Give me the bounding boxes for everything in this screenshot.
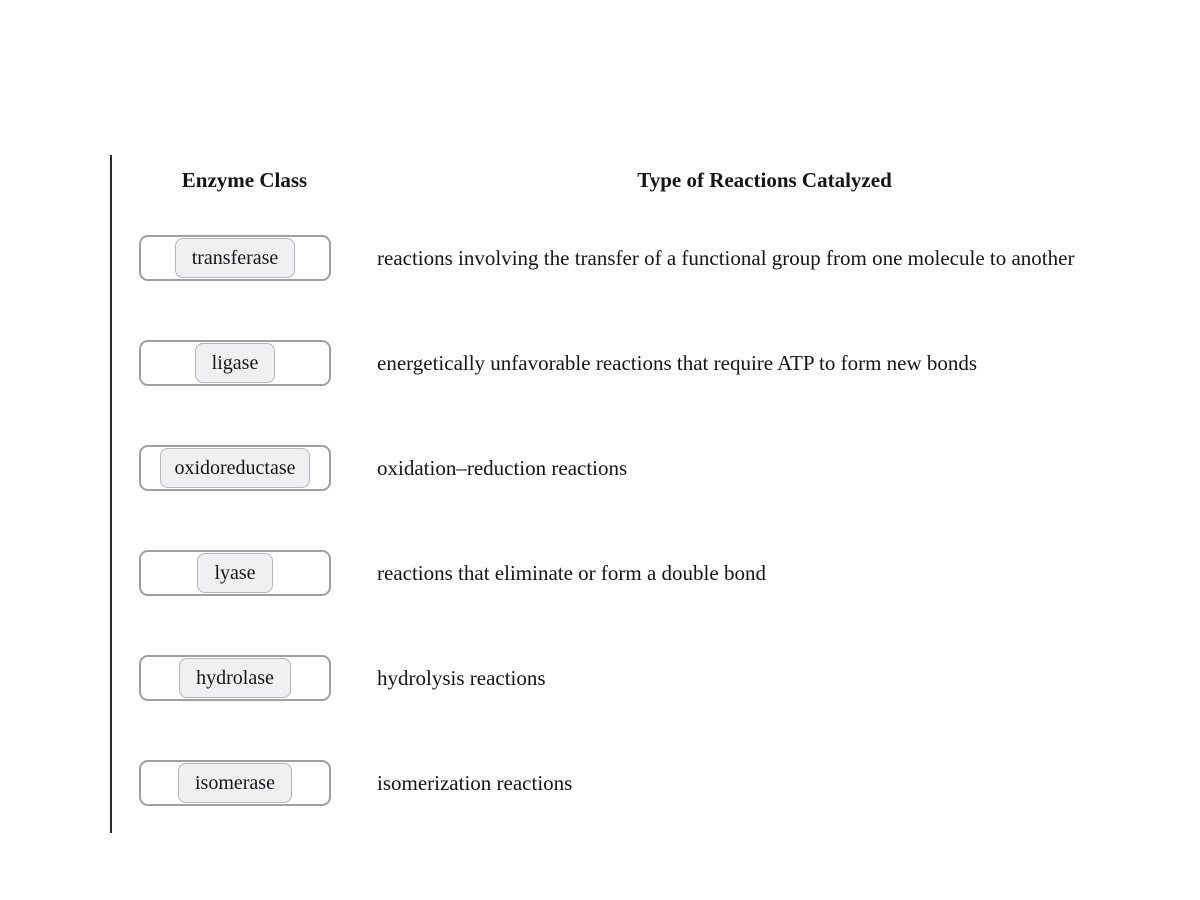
drop-target[interactable] — [139, 760, 331, 806]
match-row — [112, 310, 1112, 415]
column-header-enzyme-class: Enzyme Class — [181, 168, 308, 192]
enzyme-chip[interactable]: hydrolase — [179, 658, 291, 698]
drop-target[interactable] — [139, 655, 331, 701]
enzyme-chip[interactable]: lyase — [197, 553, 272, 593]
reaction-description: energetically unfavorable reactions that require ATP to form new bonds — [377, 350, 978, 375]
enzyme-chip[interactable]: transferase — [175, 238, 296, 278]
match-row — [112, 415, 1112, 520]
matching-activity — [110, 155, 1120, 835]
enzyme-chip[interactable]: ligase — [195, 343, 276, 383]
drop-target[interactable] — [139, 340, 331, 386]
column-header-reaction-type: Type of Reactions Catalyzed — [637, 168, 892, 192]
drop-target[interactable] — [139, 445, 331, 491]
match-row — [112, 625, 1112, 730]
drop-target[interactable] — [139, 235, 331, 281]
match-row — [112, 730, 1112, 835]
enzyme-chip[interactable]: isomerase — [178, 763, 292, 803]
reaction-description: reactions that eliminate or form a double bond — [377, 560, 766, 585]
reaction-description: reactions involving the transfer of a functional group from one molecule to another — [377, 245, 1075, 270]
enzyme-chip[interactable]: oxidoreductase — [160, 448, 309, 488]
header-row — [112, 155, 1112, 205]
match-row — [112, 205, 1112, 310]
reaction-description: hydrolysis reactions — [377, 665, 546, 690]
drop-target[interactable] — [139, 550, 331, 596]
match-row — [112, 520, 1112, 625]
reaction-description: isomerization reactions — [377, 770, 573, 795]
reaction-description: oxidation–reduction reactions — [377, 455, 628, 480]
